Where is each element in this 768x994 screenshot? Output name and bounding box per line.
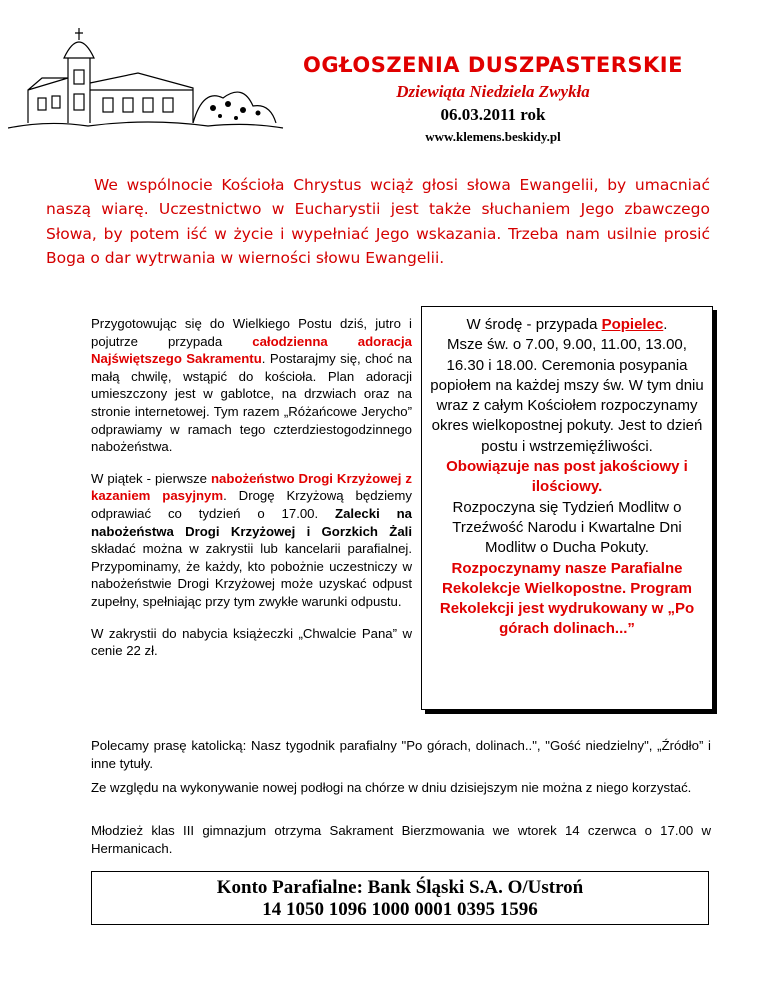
ash-heading-red: Popielec bbox=[601, 316, 664, 333]
left-column bbox=[91, 315, 412, 674]
press-notice: Polecamy prasę katolicką: Nasz tygodnik parafialny "Po górach, dolinach..", "Gość niedzielny", „Źródło” i inne tytuły. bbox=[91, 738, 711, 771]
bank-account-box bbox=[91, 871, 709, 925]
fasting-notice: Obowiązuje nas post jakościowy i ilościowy. bbox=[446, 458, 688, 496]
adoration-highlight: całodzienna adoracja Najświętszego Sakramentu bbox=[91, 333, 412, 367]
confirmation-notice: Młodzież klas III gimnazjum otrzyma Sakrament Bierzmowania we wtorek 14 czerwca o 17.00 w Hermanicach. bbox=[91, 823, 711, 856]
ash-wednesday-box bbox=[421, 306, 713, 710]
stations-text-b: . Drogę Krzyżową będziemy odprawiać co tydzień o 17.00. bbox=[91, 488, 412, 521]
ash-heading-a: W środę - przypada bbox=[466, 316, 602, 333]
intro-paragraph: We wspólnocie Kościoła Chrystus wciąż głosi słowa Ewangelii, by umacniać naszą wiarę. Uczestnictwo w Eucharystii jest także słuchaniem Jego zbawczego Słowa, by potem iść w życie i wypełniać Jego wskazania. Trzeba nam usilnie prosić Boga o dar wytrwania w wierności słowu Ewangelii. bbox=[46, 176, 710, 267]
sobriety-week: Rozpoczyna się Tydzień Modlitw o Trzeźwość Narodu i Kwartalne Dni Modlitw o Ducha Pokuty. bbox=[452, 498, 682, 557]
stations-paragraph bbox=[91, 470, 412, 611]
retreat-notice: Rozpoczynamy nasze Parafialne Rekolekcje Wielkopostne. Program Rekolekcji jest wydrukowany w „Po górach dolinach...” bbox=[439, 559, 695, 638]
header bbox=[262, 52, 724, 145]
stations-bold: Zalecki na nabożeństwa Drogi Krzyżowej i Gorzkich Żali bbox=[91, 505, 412, 539]
stations-highlight: nabożeństwo Drogi Krzyżowej z kazaniem pasyjnym bbox=[91, 470, 412, 504]
adoration-text-a: Przygotowując się do Wielkiego Postu dziś, jutro i pojutrze przypada bbox=[91, 316, 412, 349]
intro-section bbox=[46, 173, 710, 270]
church-illustration bbox=[8, 28, 288, 138]
adoration-text-b: . Postarajmy się, choć na małą chwilę, wstąpić do kościoła. Plan adoracji umieszczony jest w gablotce, na drzwiach oraz na stronie internetowej. Tym razem „Różańcowe Jerycho” odprawiamy w ramach tego czterdziestogodzinnego nabożeństwa. bbox=[91, 351, 412, 455]
ash-wednesday-heading bbox=[428, 315, 706, 335]
page-title: OGŁOSZENIA DUSZPASTERSKIE bbox=[303, 53, 683, 77]
bank-account-number: 14 1050 1096 1000 0001 0395 1596 bbox=[262, 899, 538, 920]
floor-notice: Ze względu na wykonywanie nowej podłogi na chórze w dniu dzisiejszym nie można z niego korzystać. bbox=[91, 780, 692, 795]
adoration-paragraph bbox=[91, 315, 412, 456]
page-subtitle: Dziewiąta Niedziela Zwykła bbox=[396, 82, 590, 101]
bank-account-name: Konto Parafialne: Bank Śląski S.A. O/Ustroń bbox=[216, 877, 584, 898]
ash-wednesday-body: Msze św. o 7.00, 9.00, 11.00, 13.00, 16.30 i 18.00. Ceremonia posypania popiołem na każdej mszy św. W tym dniu wraz z całym Kościołem rozpoczynamy okres wielkopostnej pokuty. Jest to dzień postu i wstrzemięźliwości. bbox=[430, 336, 704, 455]
stations-text-c: składać można w zakrystii lub kancelarii parafialnej. Przypominamy, że każdy, kto pobożnie uczestniczy w nabożeństwie Drogi Krzyżowej może uzyskać odpust zupełny, spełniając przy tym zwykłe warunki odpustu. bbox=[91, 541, 412, 609]
website-link[interactable]: www.klemens.beskidy.pl bbox=[425, 129, 561, 144]
booklet-paragraph: W zakrystii do nabycia książeczki „Chwalcie Pana” w cenie 22 zł. bbox=[91, 625, 412, 659]
page-date: 06.03.2011 rok bbox=[440, 105, 546, 124]
ash-heading-b: . bbox=[663, 316, 668, 333]
stations-text-a: W piątek - pierwsze bbox=[91, 470, 211, 486]
